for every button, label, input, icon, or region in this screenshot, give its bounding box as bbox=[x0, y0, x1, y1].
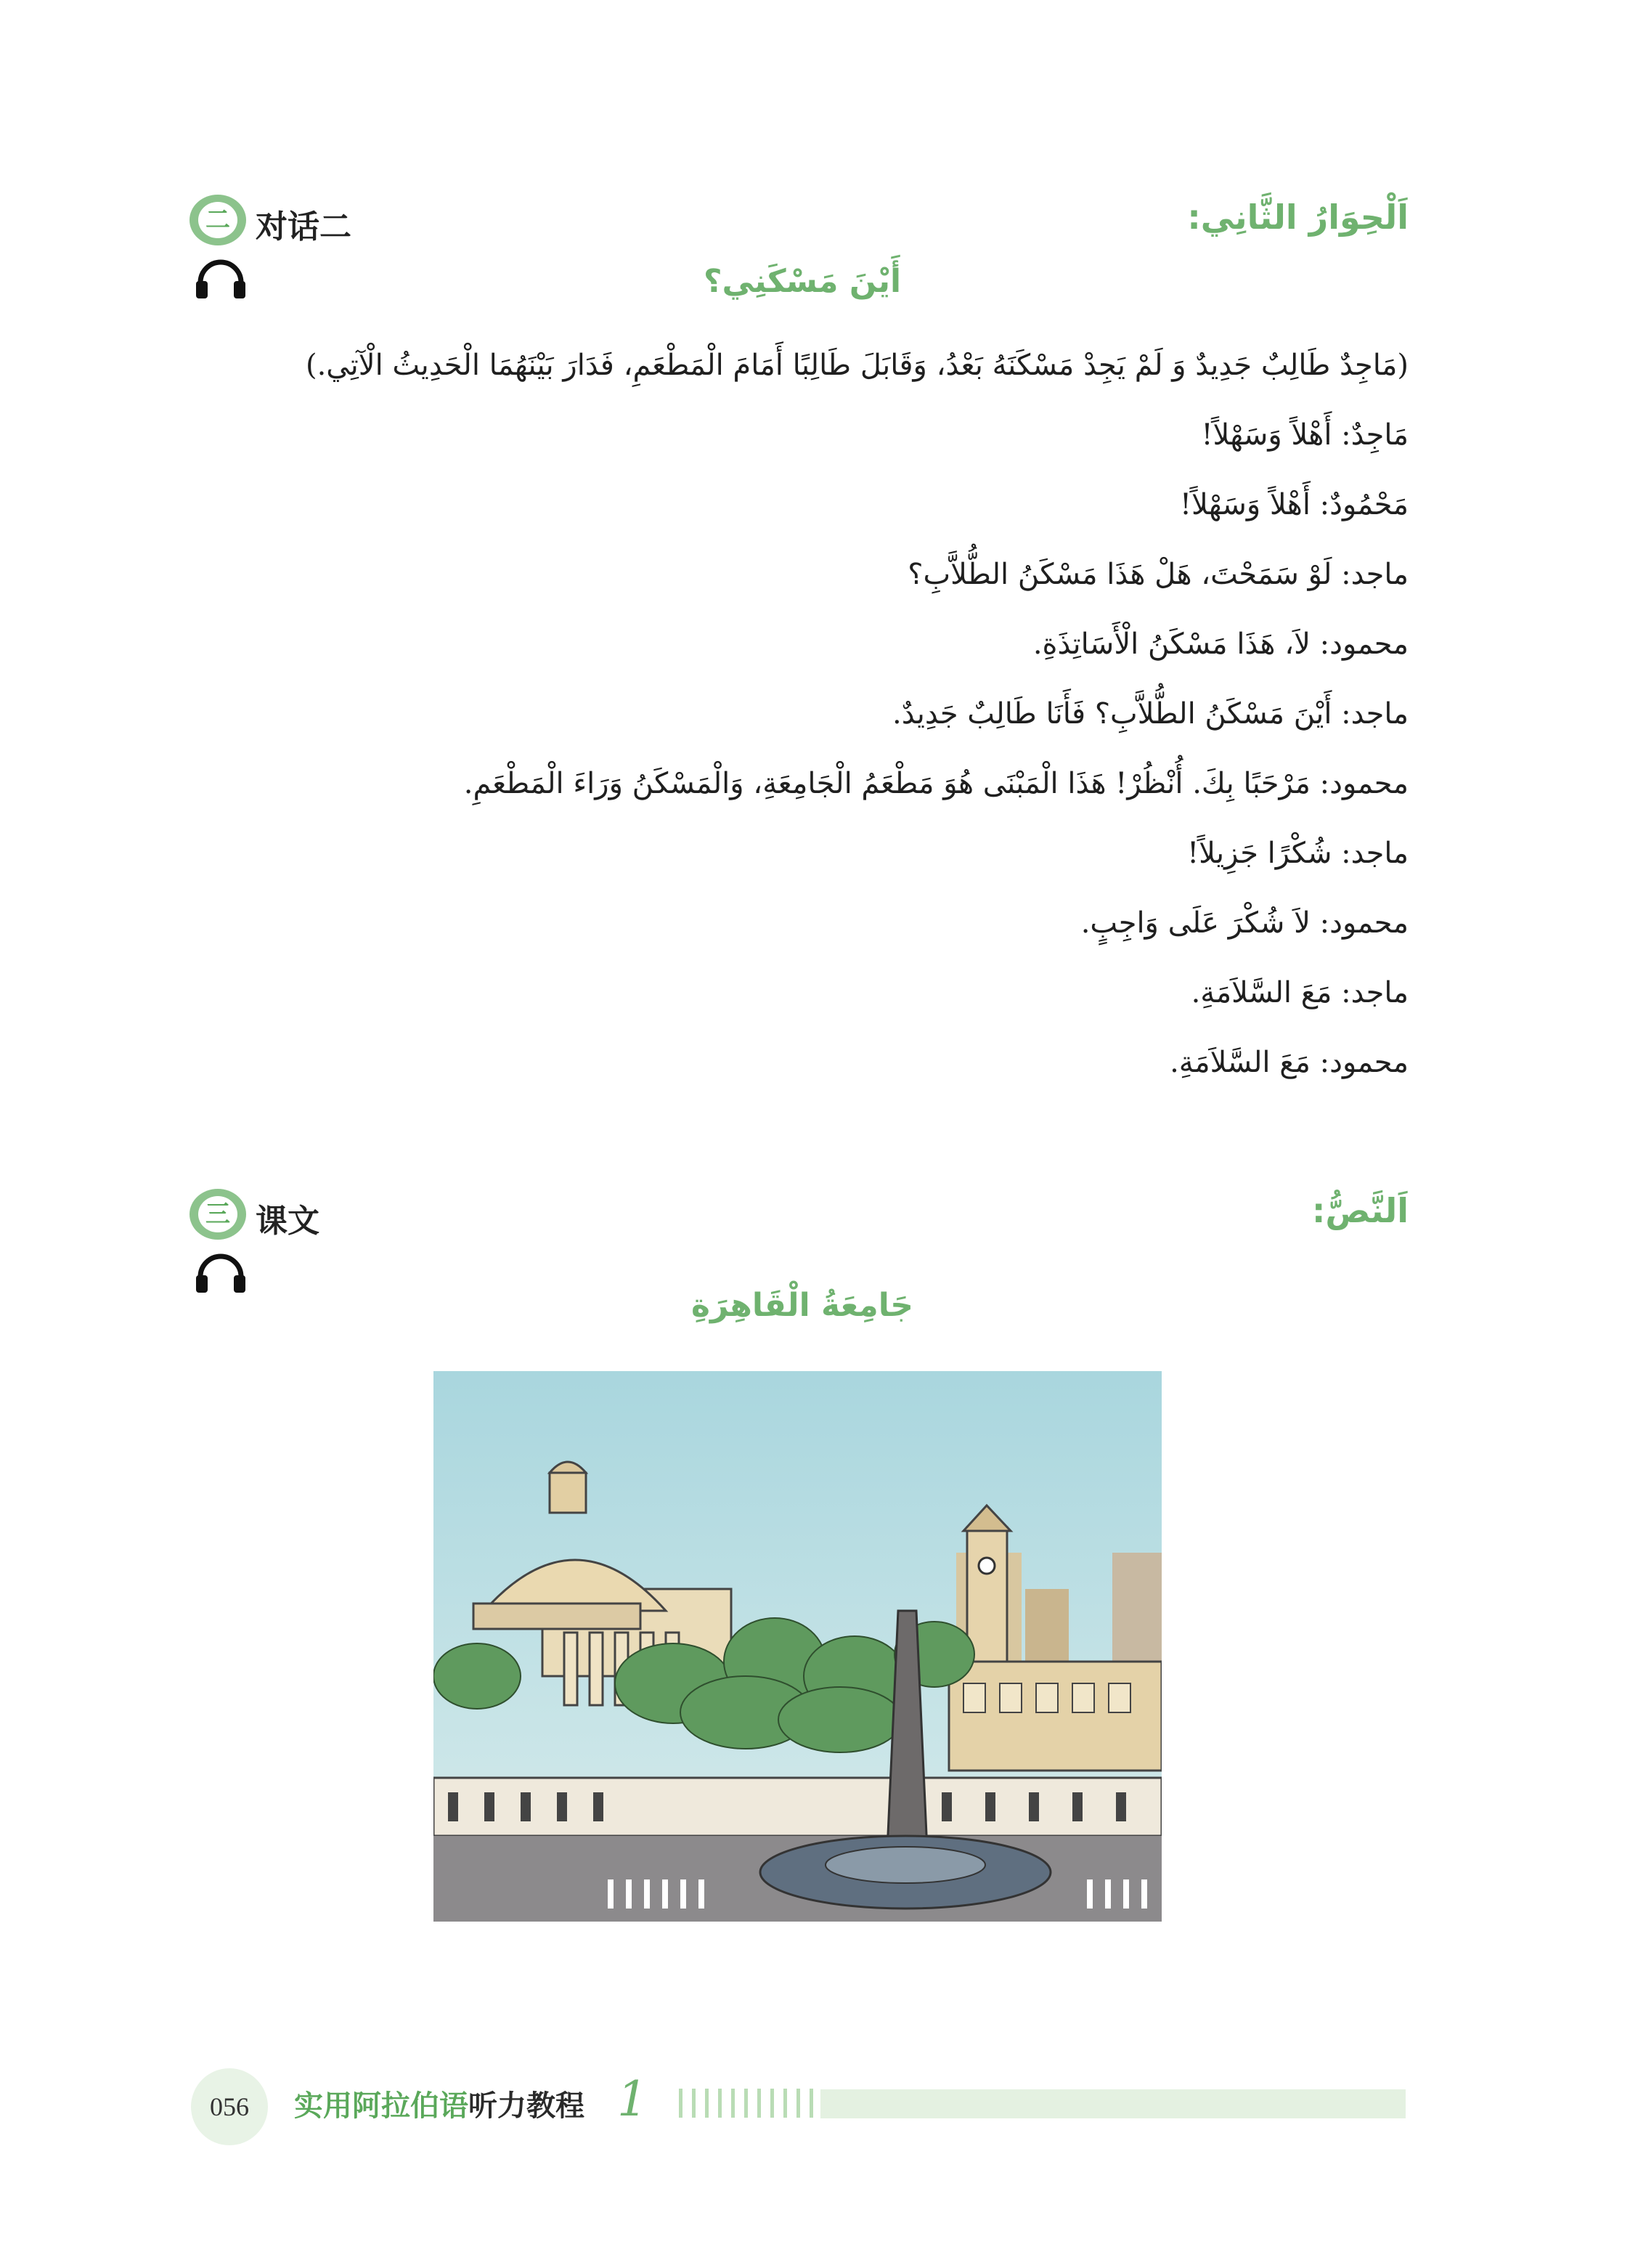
tick-mark bbox=[783, 2089, 787, 2118]
tick-mark bbox=[705, 2089, 709, 2118]
page-number: 056 bbox=[191, 2068, 268, 2145]
dialogue-intro: (مَاجِدٌ طَالِبٌ جَدِيدٌ وَ لَمْ يَجِدْ مَسْكَنَهُ بَعْدُ، وَقَابَلَ طَالِبًا أَمَامَ الْمَطْعَمِ، فَدَارَ بَيْنَهُمَا الْحَدِيثُ الْآتِي.) bbox=[305, 349, 1409, 382]
tick-mark bbox=[692, 2089, 696, 2118]
tick-mark bbox=[679, 2089, 682, 2118]
dialogue-line: محمود: مَعَ السَّلاَمَةِ. bbox=[1170, 1046, 1409, 1079]
section-3-badge bbox=[190, 1189, 246, 1240]
section-2-title-ar: اَلْحِوَارُ الثَّانِي: bbox=[1187, 198, 1409, 237]
text-title: جَامِعَةُ الْقَاهِرَةِ bbox=[691, 1287, 913, 1324]
tick-mark bbox=[796, 2089, 800, 2118]
dialogue-line: محمود: لاَ، هَذَا مَسْكَنُ الْأَسَاتِذَةِ. bbox=[1032, 627, 1409, 661]
dialogue-line: ماجد: لَوْ سَمَحْتَ، هَلْ هَذَا مَسْكَنُ الطُّلاَّبِ؟ bbox=[908, 558, 1409, 591]
dialogue-line: ماجد: شُكْرًا جَزِيلاً! bbox=[1187, 837, 1409, 870]
dialogue-line: مَحْمُودٌ: أَهْلاً وَسَهْلاً! bbox=[1179, 488, 1409, 521]
section-3-title-ar: اَلنَّصُّ: bbox=[1312, 1191, 1409, 1230]
book-title-green: 实用阿拉伯语 bbox=[294, 2089, 468, 2123]
book-title-dark: 听力教程 bbox=[468, 2089, 584, 2123]
headphones-icon[interactable] bbox=[195, 258, 247, 300]
dialogue-line: محمود: مَرْحَبًا بِكَ. أُنْظُرْ! هَذَا الْمَبْنَى هُوَ مَطْعَمُ الْجَامِعَةِ، وَالْمَسْكَنُ وَرَاءَ الْمَطْعَمِ. bbox=[463, 767, 1409, 800]
volume-number: 1 bbox=[617, 2071, 648, 2127]
tick-mark bbox=[731, 2089, 735, 2118]
cairo-university-illustration bbox=[433, 1371, 1162, 1922]
section-3-title-cn: 课文 bbox=[256, 1203, 319, 1240]
dialogue-line: ماجد: أَيْنَ مَسْكَنُ الطُّلاَّبِ؟ فَأَنَا طَالِبٌ جَدِيدٌ. bbox=[892, 697, 1409, 731]
dialogue-lines bbox=[196, 330, 1409, 1097]
tick-mark bbox=[770, 2089, 774, 2118]
tick-mark bbox=[757, 2089, 761, 2118]
dialogue-line: مَاجِدٌ: أَهْلاً وَسَهْلاً! bbox=[1201, 418, 1409, 452]
footer-band bbox=[820, 2089, 1406, 2118]
tick-mark bbox=[718, 2089, 722, 2118]
tick-mark bbox=[744, 2089, 748, 2118]
book-title bbox=[294, 2083, 584, 2124]
tick-mark bbox=[810, 2089, 813, 2118]
section-3-number: 三 bbox=[198, 1196, 237, 1232]
dialogue-line: محمود: لاَ شُكْرَ عَلَى وَاجِبٍ. bbox=[1080, 906, 1409, 940]
section-2-badge bbox=[190, 195, 246, 245]
dialogue-line: ماجد: مَعَ السَّلاَمَةِ. bbox=[1191, 976, 1409, 1009]
dialogue-title: أَيْنَ مَسْكَنِي؟ bbox=[703, 263, 902, 300]
section-2-number: 二 bbox=[198, 202, 237, 238]
headphones-icon[interactable] bbox=[195, 1252, 247, 1294]
section-2-title-cn: 对话二 bbox=[256, 208, 351, 245]
